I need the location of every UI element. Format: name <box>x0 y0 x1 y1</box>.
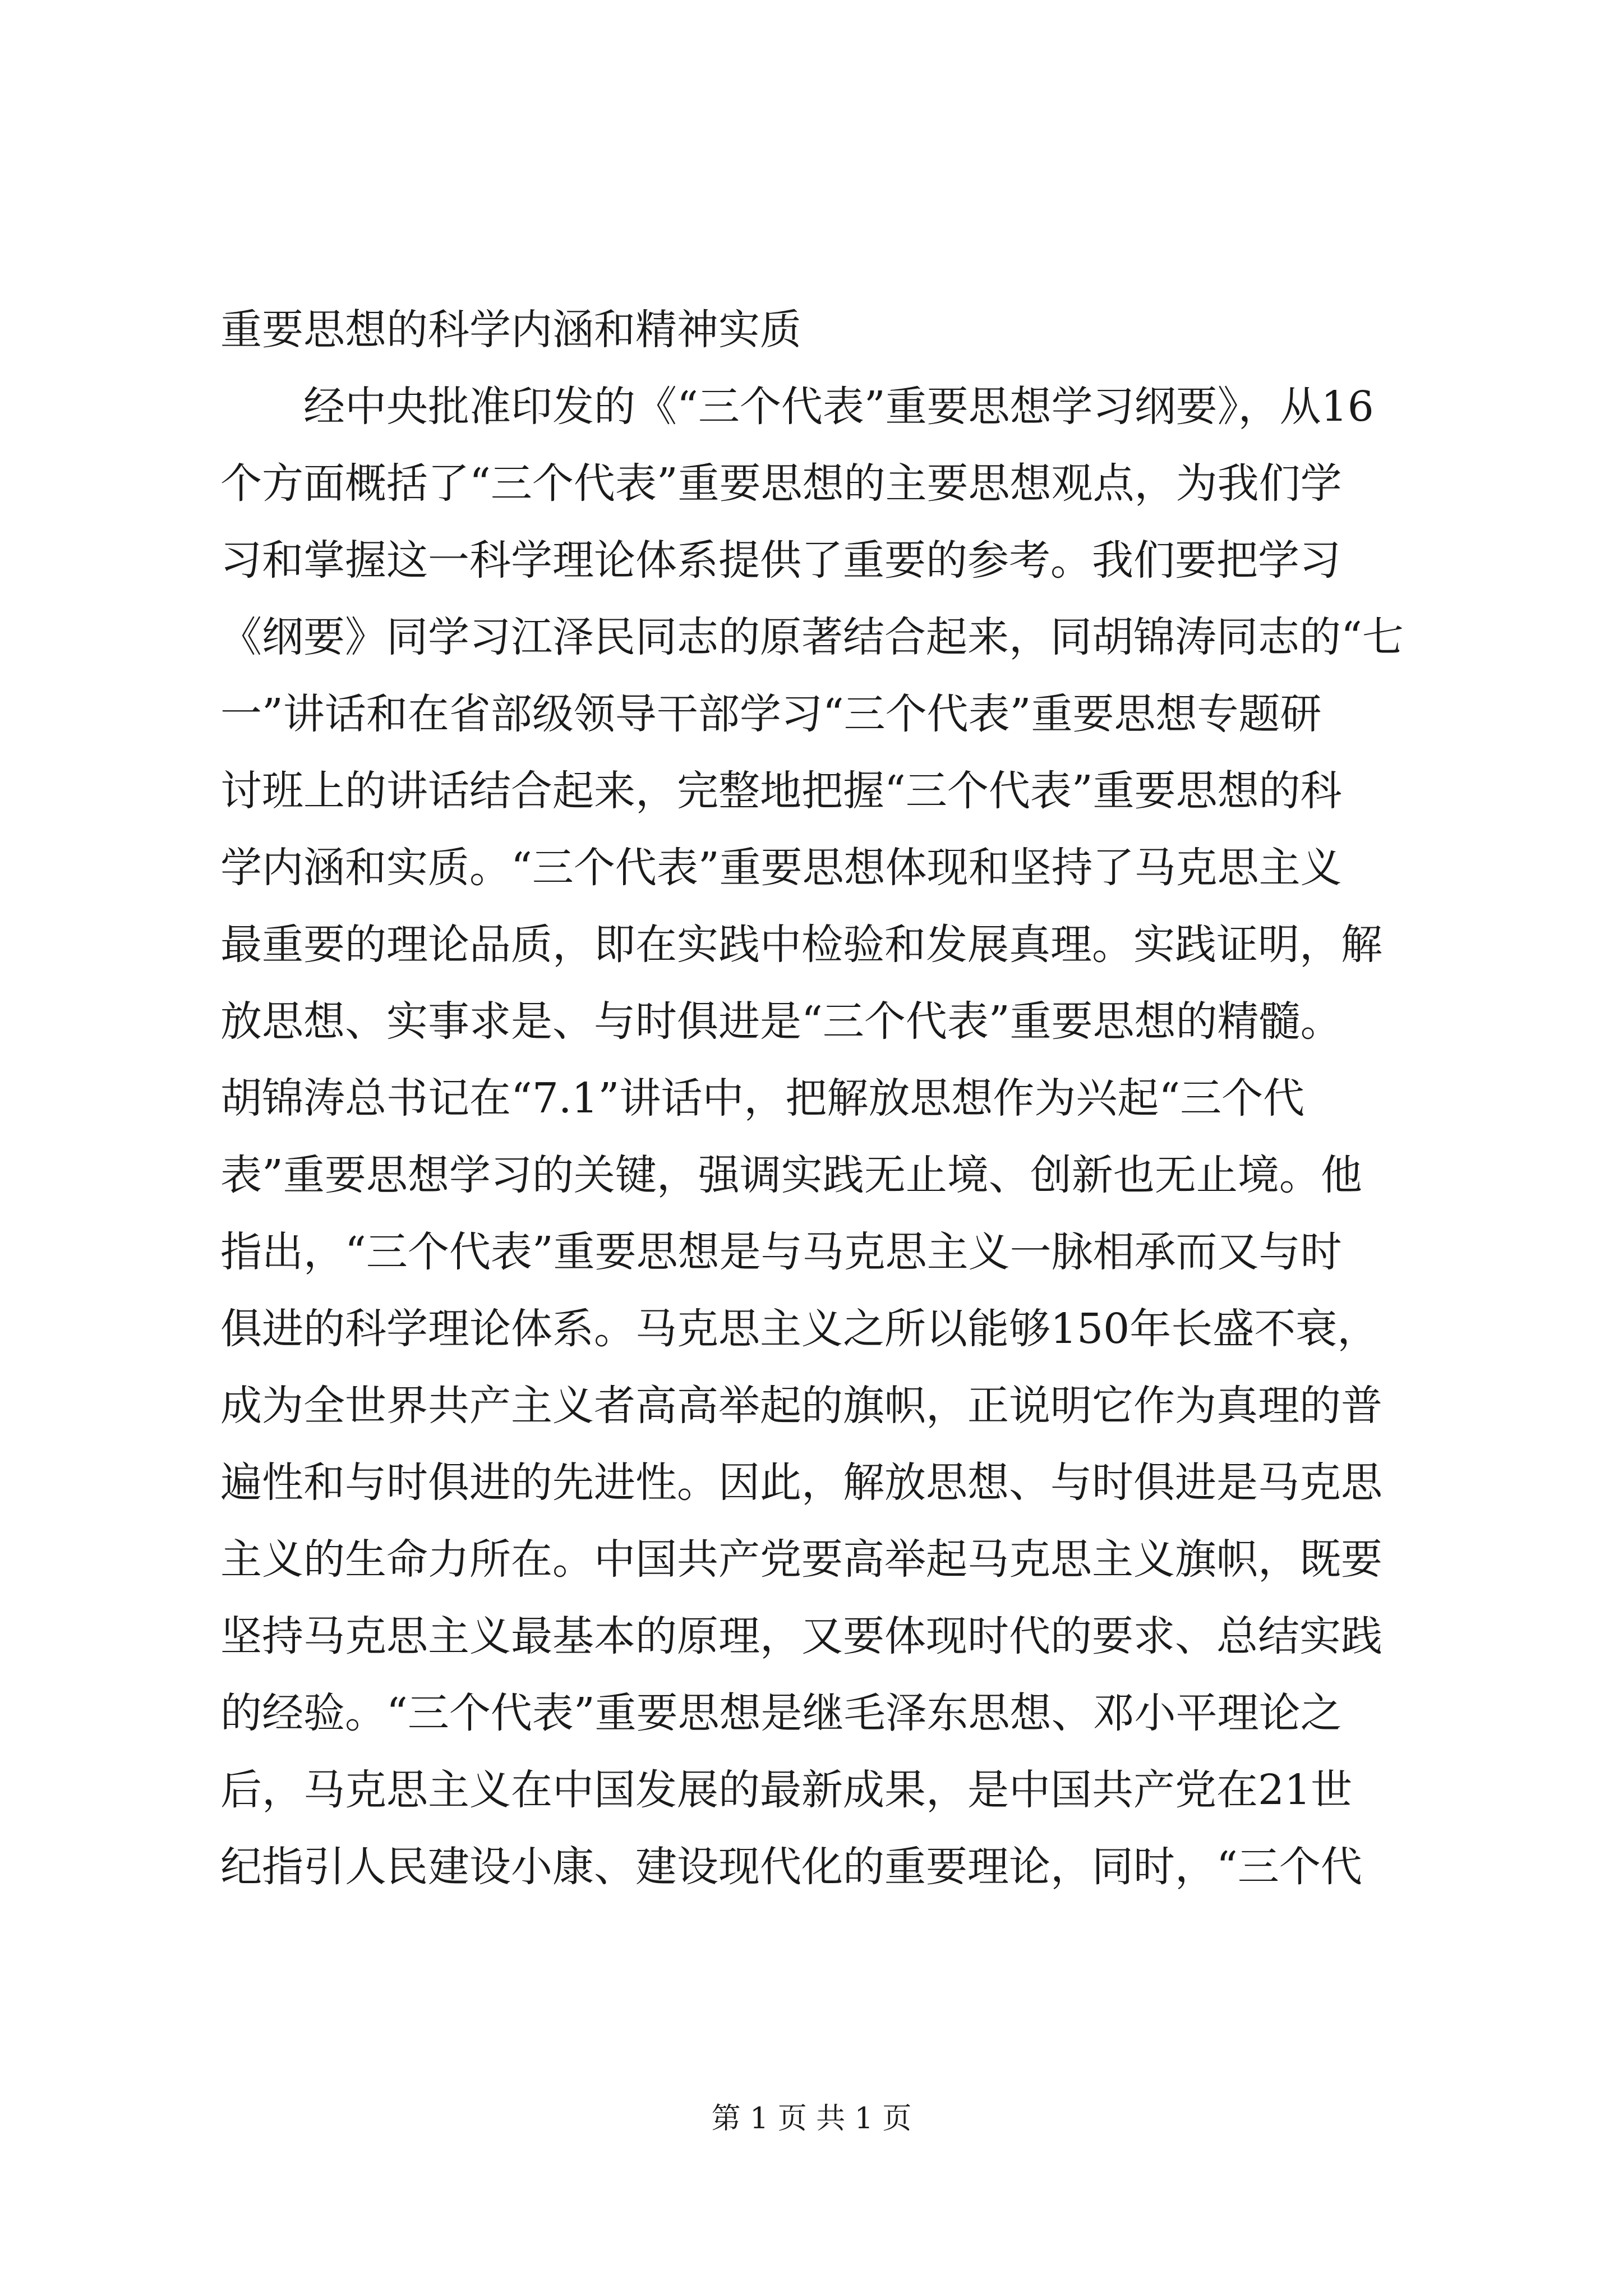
text-line: 个方面概括了“三个代表”重要思想的主要思想观点，为我们学 <box>220 459 1342 508</box>
text-line: 《纲要》同学习江泽民同志的原著结合起来，同胡锦涛同志的“七 <box>220 613 1404 661</box>
text-line: 俱进的科学理论体系。马克思主义之所以能够150年长盛不衰， <box>220 1305 1379 1353</box>
page-footer: 第 1 页 共 1 页 <box>711 2102 912 2136</box>
text-line: 讨班上的讲话结合起来，完整地把握“三个代表”重要思想的科 <box>220 767 1342 815</box>
text-line: 最重要的理论品质，即在实践中检验和发展真理。实践证明，解 <box>220 921 1382 969</box>
text-line: 纪指引人民建设小康、建设现代化的重要理论，同时，“三个代 <box>220 1843 1362 1891</box>
text-line: 遍性和与时俱进的先进性。因此，解放思想、与时俱进是马克思 <box>220 1458 1382 1507</box>
text-line: 指出，“三个代表”重要思想是与马克思主义一脉相承而又与时 <box>220 1228 1342 1276</box>
text-line: 经中央批准印发的《“三个代表”重要思想学习纲要》，从16 <box>303 383 1374 431</box>
body-text <box>220 292 1426 1906</box>
text-line: 表”重要思想学习的关键，强调实践无止境、创新也无止境。他 <box>220 1151 1362 1199</box>
text-line: 一”讲话和在省部级领导干部学习“三个代表”重要思想专题研 <box>220 690 1322 738</box>
text-line: 放思想、实事求是、与时俱进是“三个代表”重要思想的精髓。 <box>220 997 1342 1046</box>
text-line: 后，马克思主义在中国发展的最新成果，是中国共产党在21世 <box>220 1766 1353 1814</box>
text-line: 重要思想的科学内涵和精神实质 <box>220 306 801 354</box>
text-line: 胡锦涛总书记在“7.1”讲话中，把解放思想作为兴起“三个代 <box>220 1074 1305 1122</box>
text-line: 学内涵和实质。“三个代表”重要思想体现和坚持了马克思主义 <box>220 844 1342 892</box>
text-line: 坚持马克思主义最基本的原理，又要体现时代的要求、总结实践 <box>220 1612 1382 1660</box>
text-line: 习和掌握这一科学理论体系提供了重要的参考。我们要把学习 <box>220 536 1341 585</box>
text-line: 成为全世界共产主义者高高举起的旗帜，正说明它作为真理的普 <box>220 1382 1382 1430</box>
text-line: 的经验。“三个代表”重要思想是继毛泽东思想、邓小平理论之 <box>220 1689 1342 1737</box>
text-line: 主义的生命力所在。中国共产党要高举起马克思主义旗帜，既要 <box>220 1535 1382 1584</box>
